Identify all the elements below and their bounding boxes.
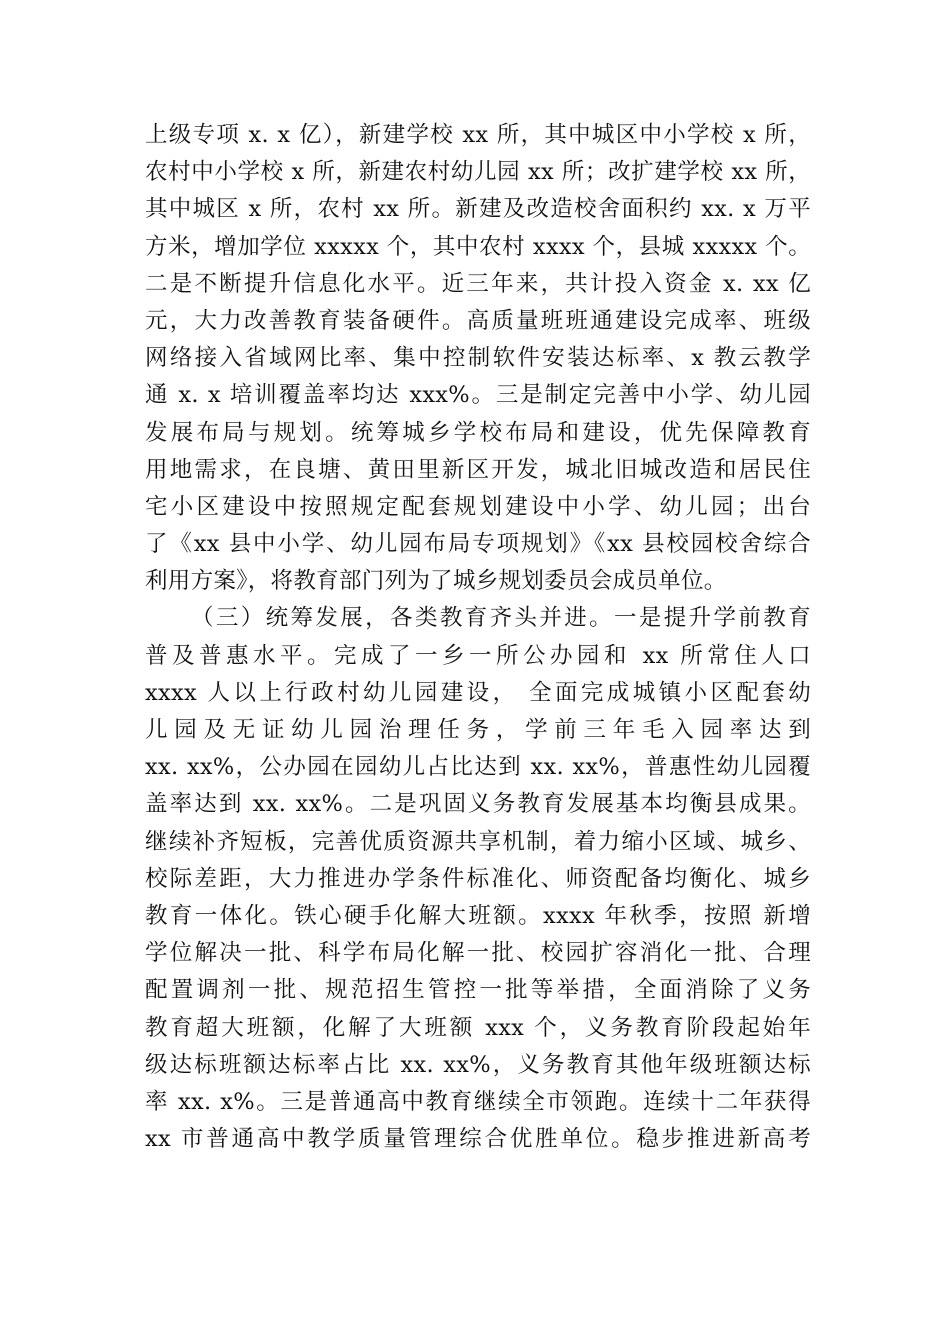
text-line: 上级专项 x. x 亿），新建学校 xx 所，其中城区中小学校 x 所，: [145, 122, 811, 148]
text-line: 宅小区建设中按照规定配套规划建设中小学、幼儿园；出台: [145, 493, 811, 520]
text-line: 普及普惠水平。完成了一乡一所公办园和 xx 所常住人口: [145, 642, 811, 669]
paragraph-start-line: （三）统筹发展，各类教育齐头并进。一是提升学前教育: [191, 605, 811, 632]
text-line: 二是不断提升信息化水平。近三年来，共计投入资金 x. xx 亿: [145, 270, 811, 297]
text-line: 级达标班额达标率占比 xx. xx%，义务教育其他年级班额达标: [145, 1051, 811, 1078]
text-line: 了《xx 县中小学、幼儿园布局专项规划》《xx 县校园校舍综合: [145, 531, 811, 558]
body-text: [145, 117, 811, 1158]
text-line: 网络接入省域网比率、集中控制软件安装达标率、x 教云教学: [145, 345, 811, 372]
text-line: 率 xx. x%。三是普通高中教育继续全市领跑。连续十二年获得: [145, 1088, 811, 1115]
text-line: 其中城区 x 所，农村 xx 所。新建及改造校舍面积约 xx. x 万平: [145, 196, 811, 223]
text-line: 用地需求，在良塘、黄田里新区开发，城北旧城改造和居民住: [145, 456, 811, 483]
text-line: 校际差距，大力推进办学条件标准化、师资配备均衡化、城乡: [145, 865, 811, 892]
paragraph-end-line: 利用方案》，将教育部门列为了城乡规划委员会成员单位。: [145, 568, 727, 595]
text-line: 元，大力改善教育装备硬件。高质量班班通建设完成率、班级: [145, 307, 811, 334]
text-line: 配置调剂一批、规范招生管控一批等举措，全面消除了义务: [145, 977, 811, 1004]
text-line: 教育超大班额，化解了大班额 xxx 个，义务教育阶段起始年: [145, 1014, 811, 1041]
text-line: 通 x. x 培训覆盖率均达 xxx%。三是制定完善中小学、幼儿园: [145, 382, 811, 409]
text-line: 农村中小学校 x 所，新建农村幼儿园 xx 所；改扩建学校 xx 所，: [145, 159, 811, 186]
text-line: xx 市普通高中教学质量管理综合优胜单位。稳步推进新高考: [145, 1126, 811, 1153]
text-line: 继续补齐短板，完善优质资源共享机制，着力缩小区域、城乡、: [145, 828, 811, 855]
text-line: 发展布局与规划。统筹城乡学校布局和建设，优先保障教育: [145, 419, 811, 446]
text-line: 盖率达到 xx. xx%。二是巩固义务教育发展基本均衡县成果。: [145, 791, 811, 818]
text-line: xx. xx%，公办园在园幼儿占比达到 xx. xx%，普惠性幼儿园覆: [145, 754, 811, 781]
text-line: 儿园及无证幼儿园治理任务，学前三年毛入园率达到: [145, 717, 811, 743]
text-line: 学位解决一批、科学布局化解一批、校园扩容消化一批、合理: [145, 940, 811, 967]
text-line: 方米，增加学位 xxxxx 个，其中农村 xxxx 个，县城 xxxxx 个。: [145, 233, 811, 260]
text-line: 教育一体化。铁心硬手化解大班额。xxxx 年秋季，按照 新增: [145, 902, 811, 929]
text-line: xxxx 人以上行政村幼儿园建设， 全面完成城镇小区配套幼: [145, 679, 811, 706]
